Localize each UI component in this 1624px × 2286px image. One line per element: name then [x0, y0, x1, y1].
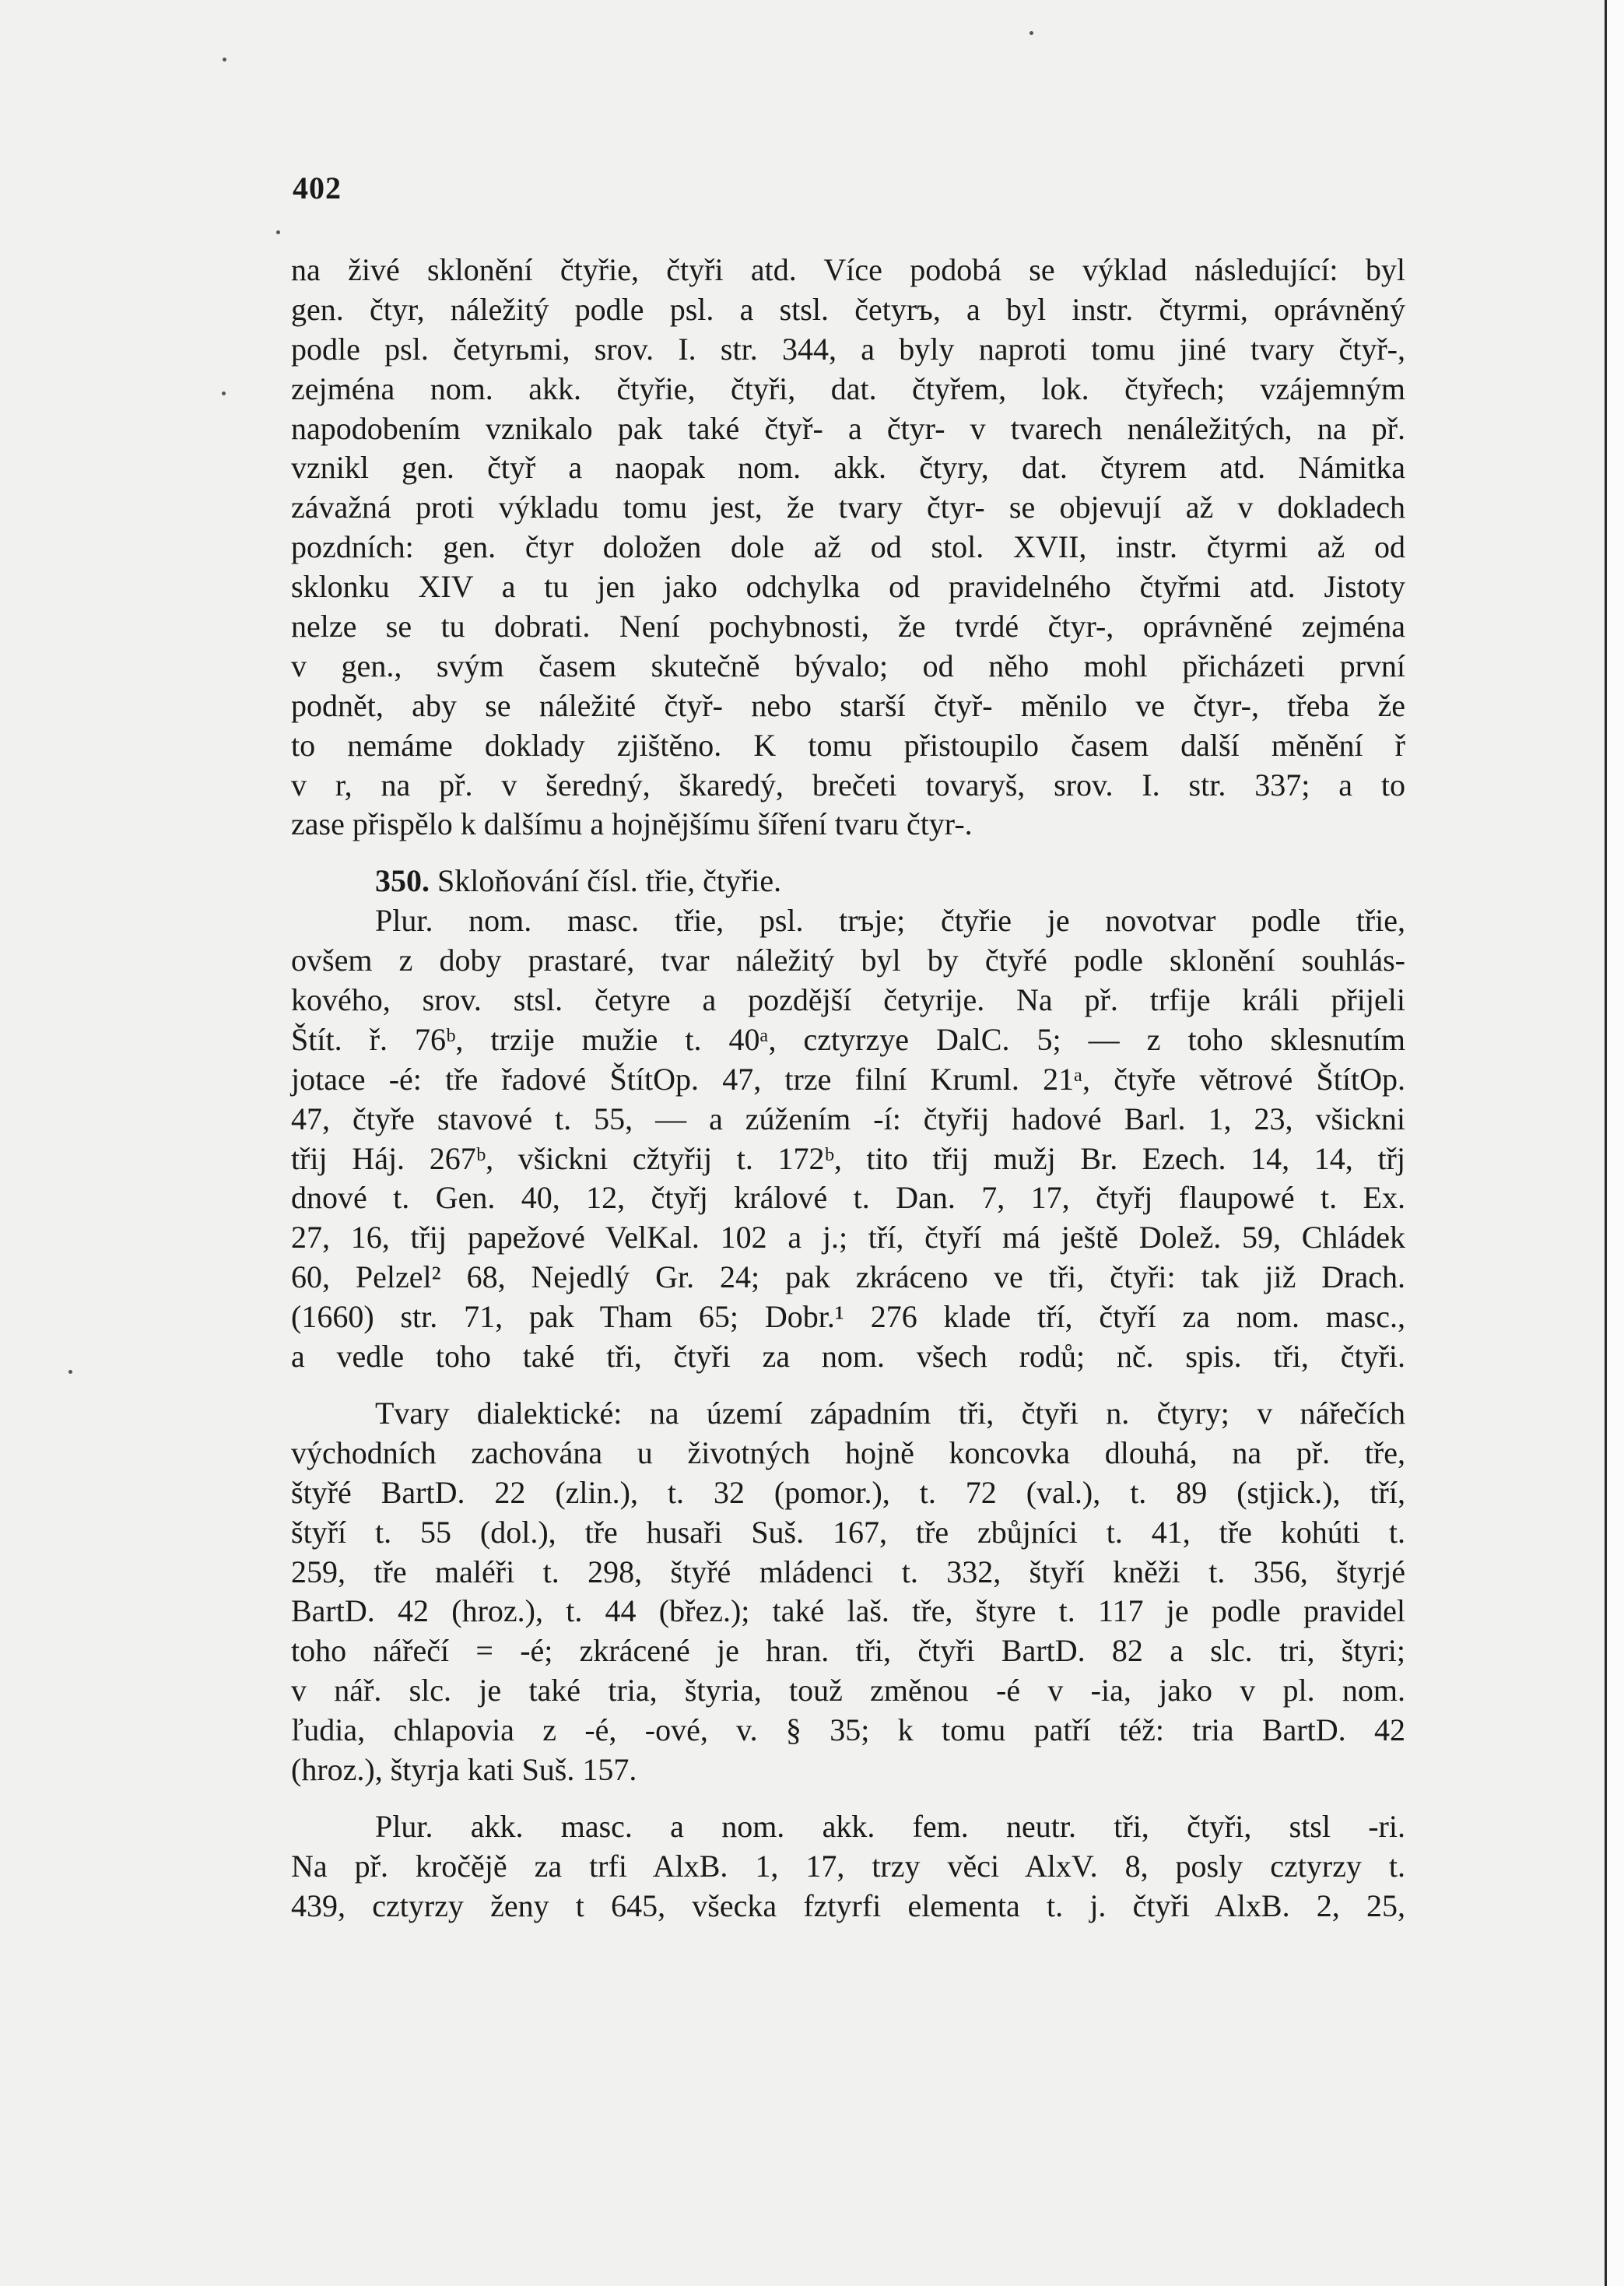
text-line: východních zachována u životných hojně koncovka dlouhá, na př. tře,	[291, 1434, 1405, 1470]
text-line: 27, 16, třij papežové VelKal. 102 a j.; tří, čtyří má ještě Dolež. 59, Chládek	[291, 1220, 1405, 1255]
text-line: třij Háj. 267ᵇ, všickni cžtyřij t. 172ᵇ, tito třij mužj Br. Ezech. 14, 14, třj	[291, 1140, 1405, 1176]
text-line: Plur. nom. masc. třie, psl. trъje; čtyřie je novotvar podle třie,	[375, 903, 1405, 939]
text-line: v r, na př. v šeredný, škaredý, brečeti tovaryš, srov. I. str. 337; a to	[291, 767, 1405, 802]
text-line: pozdních: gen. čtyr doložen dole až od stol. XVII, instr. čtyrmi až od	[291, 529, 1405, 565]
paper-speck	[276, 230, 280, 234]
text-line: napodobením vznikalo pak také čtyř- a čtyr- v tvarech nenáležitých, na př.	[291, 410, 1405, 446]
section-number: 350.	[375, 863, 430, 899]
paragraph-plural-accusative	[291, 1807, 1405, 1926]
section-heading	[291, 862, 1405, 901]
text-line: zase přispělo k dalšímu a hojnějšímu šíření tvaru čtyr-.	[291, 806, 973, 842]
text-line: BartD. 42 (hroz.), t. 44 (břez.); také laš. tře, štyre t. 117 je podle pravidel	[291, 1593, 1405, 1629]
text-line: v gen., svým časem skutečně bývalo; od něho mohl přicházeti první	[291, 648, 1405, 683]
text-line: zejména nom. akk. čtyřie, čtyři, dat. čtyřem, lok. čtyřech; vzájemným	[291, 370, 1405, 406]
text-line: 47, čtyře stavové t. 55, — a zúžením -í: čtyřij hadové Barl. 1, 23, všickni	[291, 1101, 1405, 1136]
paragraph-plural-nominative	[291, 901, 1405, 1377]
text-line: na živé sklonění čtyřie, čtyři atd. Více podobá se výklad následující: byl	[291, 252, 1405, 287]
text-line: podnět, aby se náležité čtyř- nebo starší čtyř- měnilo ve čtyr-, třeba že	[291, 687, 1405, 723]
text-line: Tvary dialektické: na území západním tři, čtyři n. čtyry; v nářečích	[375, 1395, 1405, 1431]
text-line: kového, srov. stsl. četyre a pozdější četyrije. Na př. trfije králi přijeli	[291, 982, 1405, 1018]
text-line: sklonku XIV a tu jen jako odchylka od pravidelného čtyřmi atd. Jistoty	[291, 569, 1405, 605]
text-line: 439, cztyrzy ženy t 645, všecka fztyrfi elementa t. j. čtyři AlxB. 2, 25,	[291, 1887, 1405, 1923]
text-line: štyří t. 55 (dol.), tře husaři Suš. 167, tře zbůjníci t. 41, tře kohúti t.	[291, 1514, 1405, 1550]
text-line: nelze se tu dobrati. Není pochybnosti, že tvrdé čtyr-, oprávněné zejména	[291, 609, 1405, 644]
page-number: 402	[293, 170, 342, 205]
text-line: Na př. kročějě za trfi AlxB. 1, 17, trzy věci AlxV. 8, posly cztyrzy t.	[291, 1848, 1405, 1884]
text-line: 259, tře maléři t. 298, štyřé mládenci t. 332, štyří kněži t. 356, štyrjé	[291, 1554, 1405, 1589]
text-line: dnové t. Gen. 40, 12, čtyřj králové t. Dan. 7, 17, čtyřj flaupowé t. Ex.	[291, 1180, 1405, 1216]
page-edge	[1605, 0, 1624, 2286]
section-title: Skloňování čísl. třie, čtyřie.	[437, 863, 782, 899]
text-line: vznikl gen. čtyř a naopak nom. akk. čtyry, dat. čtyrem atd. Námitka	[291, 450, 1405, 486]
paper-speck	[222, 392, 226, 395]
paragraph-dialects	[291, 1394, 1405, 1790]
text-line: ľudia, chlapovia z -é, -ové, v. § 35; k tomu patří též: tria BartD. 42	[291, 1712, 1405, 1748]
text-line: jotace -é: tře řadové ŠtítOp. 47, trze filní Kruml. 21ᵃ, čtyře větrové ŠtítOp.	[291, 1061, 1405, 1097]
text-line: závažná proti výkladu tomu jest, že tvary čtyr- se objevují až v dokladech	[291, 490, 1405, 525]
text-line: toho nářečí = -é; zkrácené je hran. tři, čtyři BartD. 82 a slc. tri, štyri;	[291, 1633, 1405, 1669]
text-line: ovšem z doby prastaré, tvar náležitý byl by čtyřé podle sklonění souhlás-	[291, 943, 1405, 978]
text-line: Štít. ř. 76ᵇ, trzije mužie t. 40ᵃ, cztyrzye DalC. 5; — z toho sklesnutím	[291, 1021, 1405, 1057]
paper-speck	[1029, 31, 1033, 35]
text-line: a vedle toho také tři, čtyři za nom. všech rodů; nč. spis. tři, čtyři.	[291, 1339, 1405, 1375]
body-text	[291, 251, 1405, 1926]
paragraph-intro	[291, 251, 1405, 845]
text-line: v nář. slc. je také tria, štyria, touž změnou -é v -ia, jako v pl. nom.	[291, 1673, 1405, 1708]
text-line: to nemáme doklady zjištěno. K tomu přistoupilo časem další měnění ř	[291, 727, 1405, 763]
text-line: 60, Pelzel² 68, Nejedlý Gr. 24; pak zkráceno ve tři, čtyři: tak již Drach.	[291, 1259, 1405, 1295]
text-line: Plur. akk. masc. a nom. akk. fem. neutr. tři, čtyři, stsl -ri.	[375, 1808, 1405, 1844]
paper-speck	[223, 58, 226, 61]
text-line: štyřé BartD. 22 (zlin.), t. 32 (pomor.), t. 72 (val.), t. 89 (stjick.), tří,	[291, 1474, 1405, 1510]
text-line: podle psl. četyrьmi, srov. I. str. 344, a byly naproti tomu jiné tvary čtyř-,	[291, 331, 1405, 367]
text-line: gen. čtyr, náležitý podle psl. a stsl. četyrъ, a byl instr. čtyrmi, oprávněný	[291, 291, 1405, 327]
text-line: (hroz.), štyrja kati Suš. 157.	[291, 1751, 637, 1787]
text-line: (1660) str. 71, pak Tham 65; Dobr.¹ 276 klade tří, čtyří za nom. masc.,	[291, 1299, 1405, 1335]
paper-speck	[68, 1370, 72, 1374]
